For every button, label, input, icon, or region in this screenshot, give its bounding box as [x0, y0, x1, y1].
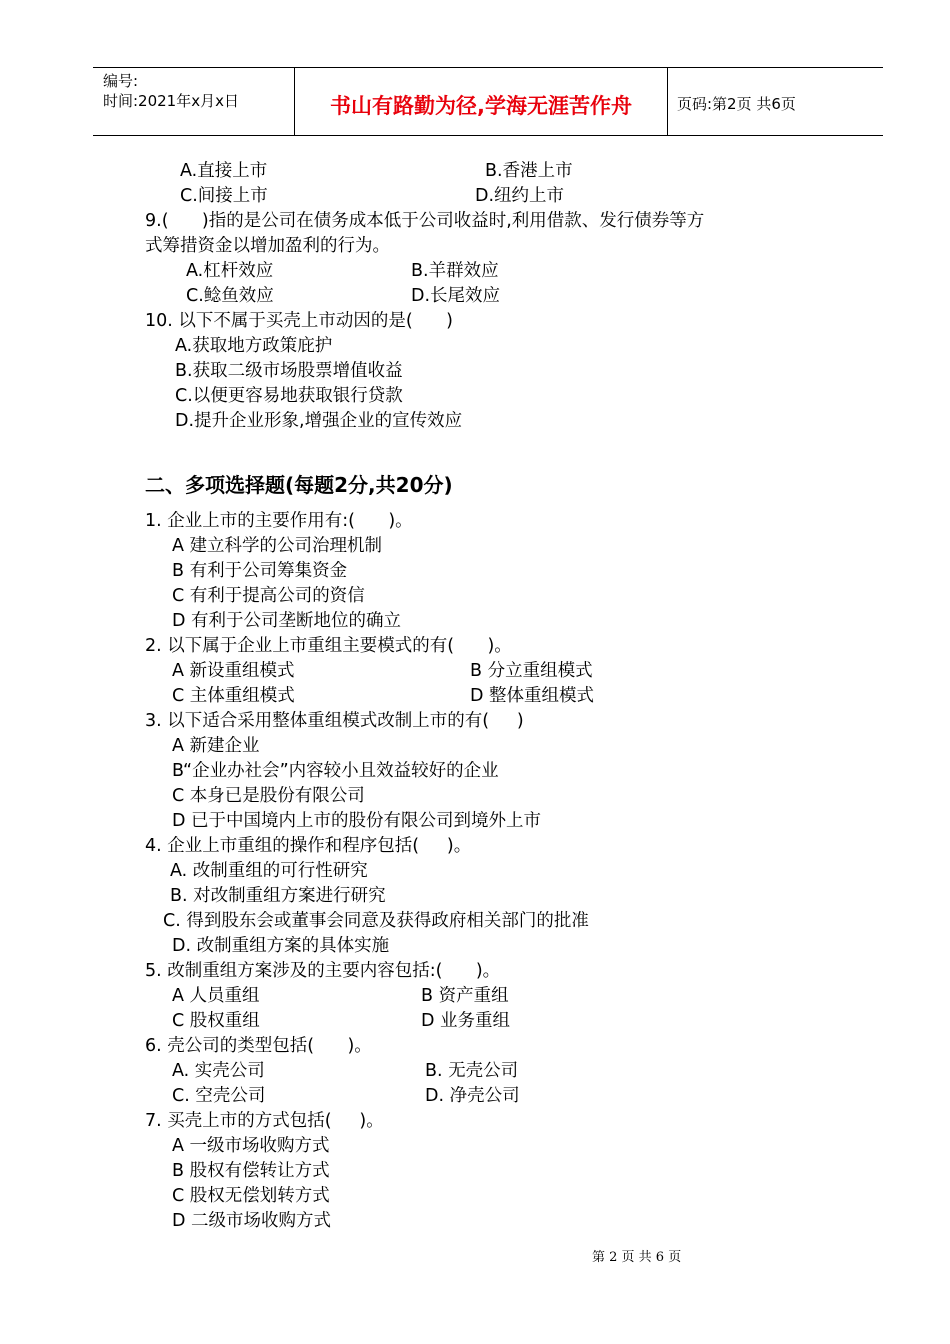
mc6-stem: 6. 壳公司的类型包括( )。	[145, 1036, 372, 1056]
mc1-stem: 1. 企业上市的主要作用有:( )。	[145, 511, 413, 531]
q9-option-d: D.长尾效应	[411, 286, 501, 306]
header-divider-left	[294, 68, 295, 135]
mc5-stem: 5. 改制重组方案涉及的主要内容包括:( )。	[145, 961, 501, 981]
mc2-option-c: C 主体重组模式	[172, 686, 295, 706]
mc1-option-d: D 有利于公司垄断地位的确立	[172, 611, 402, 631]
mc6-option-a: A. 实壳公司	[172, 1061, 265, 1081]
mc3-option-a: A 新建企业	[172, 736, 260, 756]
mc4-option-b: B. 对改制重组方案进行研究	[170, 886, 386, 906]
mc6-option-c: C. 空壳公司	[172, 1086, 266, 1106]
q10-option-a: A.获取地方政策庇护	[175, 336, 333, 356]
mc5-option-c: C 股权重组	[172, 1011, 260, 1031]
q9-option-a: A.杠杆效应	[186, 261, 274, 281]
mc1-option-c: C 有利于提高公司的资信	[172, 586, 365, 606]
mc7-stem: 7. 买壳上市的方式包括( )。	[145, 1111, 384, 1131]
mc6-option-b: B. 无壳公司	[425, 1061, 519, 1081]
mc4-stem: 4. 企业上市重组的操作和程序包括( )。	[145, 836, 472, 856]
mc3-option-d: D 已于中国境内上市的股份有限公司到境外上市	[172, 811, 542, 831]
mc5-option-a: A 人员重组	[172, 986, 260, 1006]
mc3-option-c: C 本身已是股份有限公司	[172, 786, 365, 806]
q9-stem-line1: 9.( )指的是公司在债务成本低于公司收益时,利用借款、发行债券等方	[145, 211, 705, 231]
q8-option-c: C.间接上市	[180, 186, 268, 206]
q9-option-b: B.羊群效应	[411, 261, 499, 281]
mc6-option-d: D. 净壳公司	[425, 1086, 520, 1106]
mc1-option-b: B 有利于公司筹集资金	[172, 561, 348, 581]
mc5-option-b: B 资产重组	[421, 986, 509, 1006]
mc4-option-a: A. 改制重组的可行性研究	[170, 861, 368, 881]
q10-stem: 10. 以下不属于买壳上市动因的是( )	[145, 311, 453, 331]
q10-option-c: C.以便更容易地获取银行贷款	[175, 386, 403, 406]
mc4-option-d: D. 改制重组方案的具体实施	[172, 936, 390, 956]
q9-option-c: C.鲶鱼效应	[186, 286, 274, 306]
page-number-label: 页码:第2页 共6页	[677, 95, 796, 113]
header-top-rule	[93, 67, 883, 68]
q9-stem-line2: 式筹措资金以增加盈利的行为。	[145, 236, 390, 256]
q8-option-d: D.纽约上市	[475, 186, 565, 206]
header-motto: 书山有路勤为径,学海无涯苦作舟	[330, 94, 632, 118]
serial-number-label: 编号:	[103, 72, 139, 90]
mc7-option-c: C 股权无偿划转方式	[172, 1186, 330, 1206]
date-label: 时间:2021年x月x日	[103, 92, 239, 110]
header-bottom-rule	[93, 135, 883, 136]
header-divider-right	[667, 68, 668, 135]
mc2-option-d: D 整体重组模式	[470, 686, 595, 706]
page-footer: 第 2 页 共 6 页	[592, 1250, 682, 1265]
q10-option-b: B.获取二级市场股票增值收益	[175, 361, 403, 381]
mc7-option-d: D 二级市场收购方式	[172, 1211, 332, 1231]
mc2-option-b: B 分立重组模式	[470, 661, 593, 681]
q8-option-b: B.香港上市	[485, 161, 573, 181]
mc2-stem: 2. 以下属于企业上市重组主要模式的有( )。	[145, 636, 512, 656]
mc4-option-c: C. 得到股东会或董事会同意及获得政府相关部门的批准	[163, 911, 589, 931]
mc7-option-a: A 一级市场收购方式	[172, 1136, 330, 1156]
section-title-multiple-choice: 二、多项选择题(每题2分,共20分)	[145, 473, 453, 497]
mc3-stem: 3. 以下适合采用整体重组模式改制上市的有( )	[145, 711, 524, 731]
mc7-option-b: B 股权有偿转让方式	[172, 1161, 330, 1181]
q8-option-a: A.直接上市	[180, 161, 268, 181]
mc3-option-b: B“企业办社会”内容较小且效益较好的企业	[172, 761, 499, 781]
q10-option-d: D.提升企业形象,增强企业的宣传效应	[175, 411, 463, 431]
mc2-option-a: A 新设重组模式	[172, 661, 295, 681]
mc5-option-d: D 业务重组	[421, 1011, 511, 1031]
mc1-option-a: A 建立科学的公司治理机制	[172, 536, 383, 556]
